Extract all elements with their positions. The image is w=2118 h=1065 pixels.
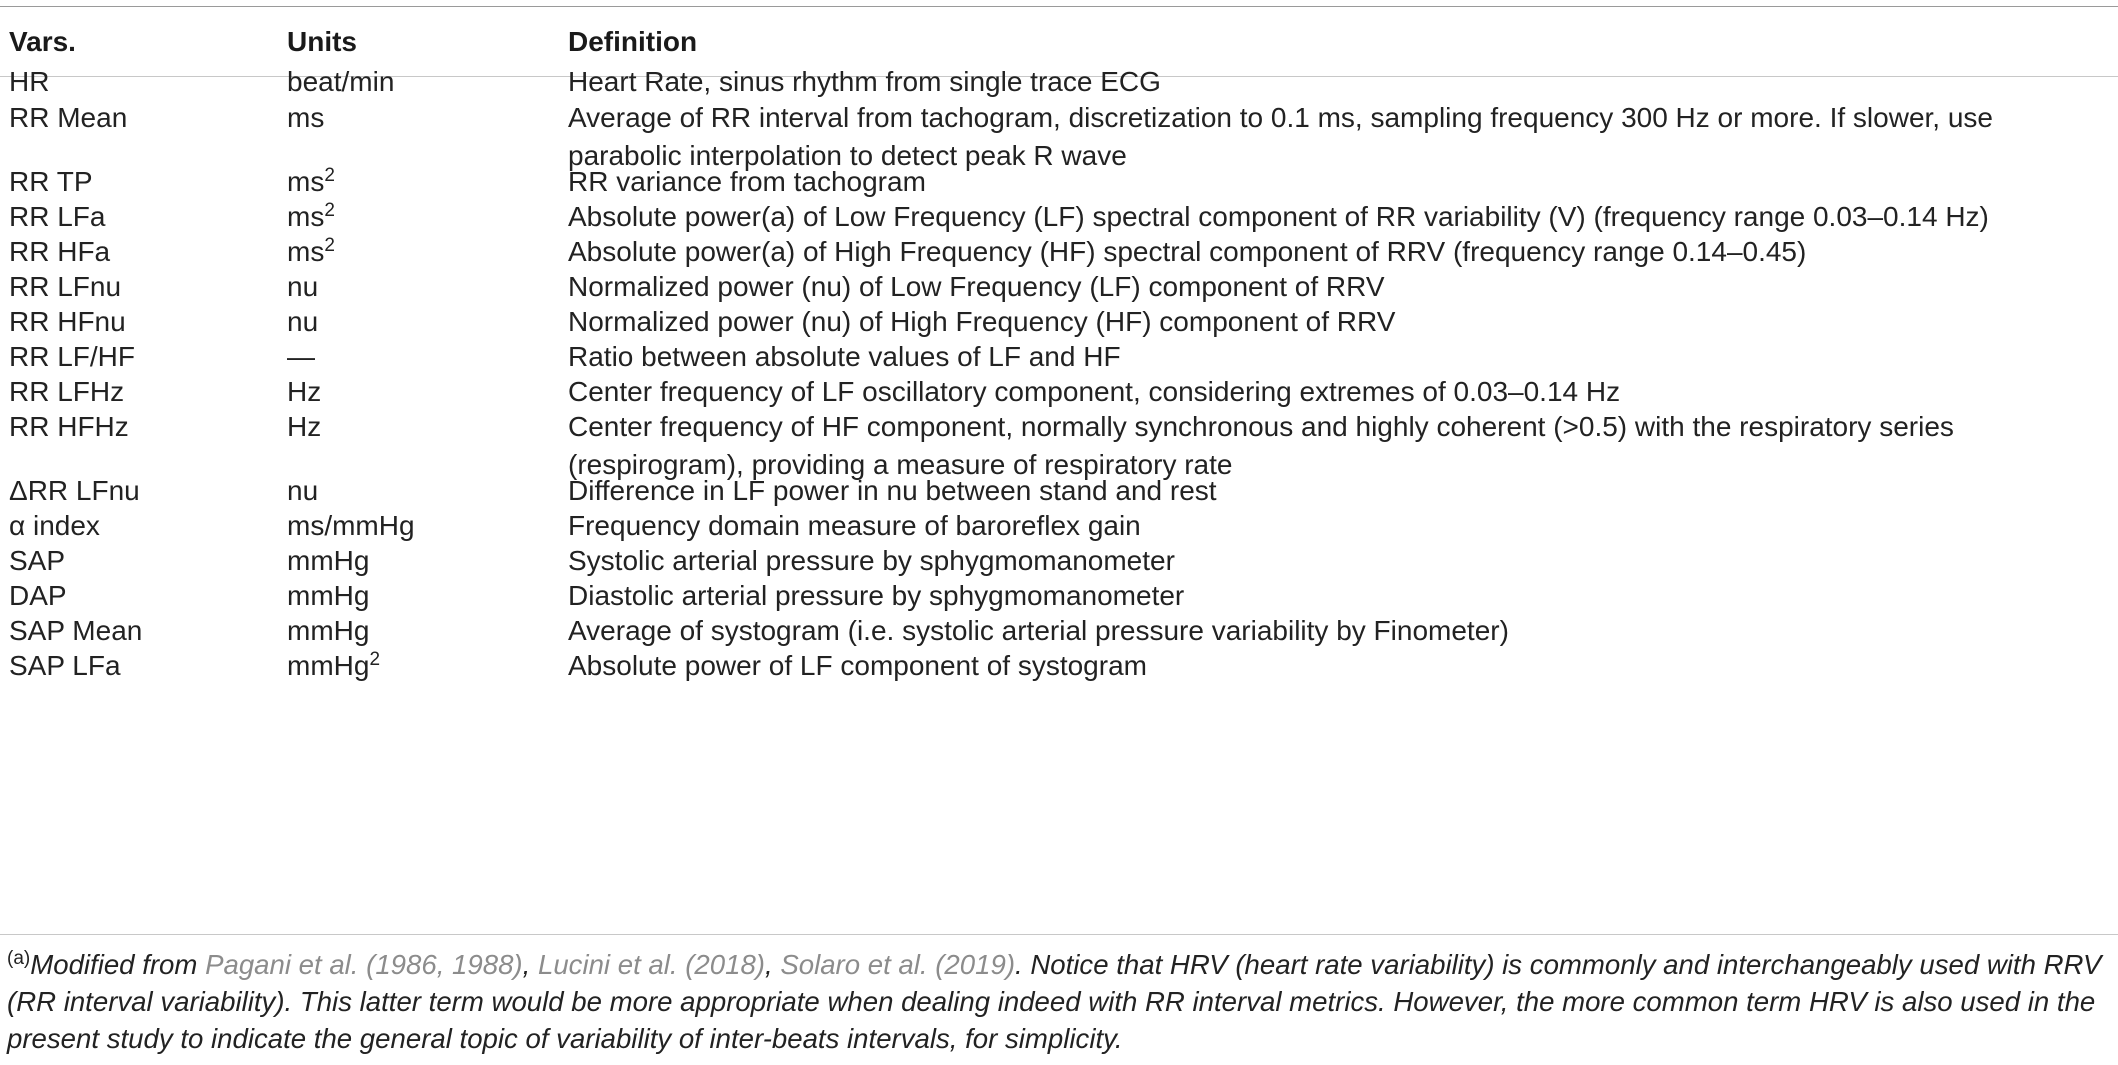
definition-cell: Center frequency of HF component, normally synchronous and highly coherent (>0.5) with the respiratory series (respirogram), providing a measure of respiratory rate	[568, 411, 1954, 480]
table-header	[0, 22, 2118, 62]
unit-text: Hz	[287, 376, 322, 407]
var-cell: RR Mean	[9, 102, 128, 133]
header-vars: Vars.	[9, 26, 76, 57]
definition-cell: Absolute power(a) of High Frequency (HF) spectral component of RRV (frequency range 0.14–0.45)	[568, 236, 1807, 267]
var-cell: HR	[9, 66, 50, 97]
unit-text: mmHg	[287, 545, 370, 576]
var-cell: RR HFHz	[9, 411, 129, 442]
unit-cell	[287, 63, 394, 101]
footnote-lead: Modified from	[30, 949, 206, 980]
unit-cell	[287, 338, 315, 376]
var-cell: RR LFHz	[9, 376, 125, 407]
var-cell: SAP Mean	[9, 615, 143, 646]
definition-cell: Center frequency of LF oscillatory component, considering extremes of 0.03–0.14 Hz	[568, 376, 1621, 407]
unit-text: mmHg	[287, 615, 370, 646]
table-top-rule	[0, 6, 2118, 7]
unit-superscript: 2	[369, 649, 381, 670]
var-cell: α index	[9, 510, 100, 541]
unit-text: ms/mmHg	[287, 510, 415, 541]
unit-text: nu	[287, 475, 319, 506]
var-cell: DAP	[9, 580, 67, 611]
var-cell: RR HFnu	[9, 306, 126, 337]
unit-cell	[287, 542, 369, 580]
unit-cell	[287, 373, 321, 411]
header-units: Units	[287, 26, 357, 57]
definition-cell: Heart Rate, sinus rhythm from single trace ECG	[568, 66, 1161, 97]
unit-cell	[287, 472, 318, 510]
unit-cell	[287, 303, 318, 341]
unit-text: nu	[287, 306, 319, 337]
definition-cell: Normalized power (nu) of Low Frequency (LF) component of RRV	[568, 271, 1385, 302]
var-cell: RR LF/HF	[9, 341, 135, 372]
header-definition: Definition	[568, 26, 698, 57]
var-cell: SAP LFa	[9, 650, 121, 681]
unit-text: ms	[287, 102, 325, 133]
table-footnote	[7, 946, 2111, 1057]
definition-cell: Difference in LF power in nu between stand and rest	[568, 475, 1217, 506]
var-cell: RR LFa	[9, 201, 106, 232]
unit-text: —	[287, 341, 315, 372]
unit-text: ms	[287, 166, 325, 197]
footnote-body: . Notice that HRV (heart rate variability) is commonly and interchangeably used with RRV (RR interval variability). This latter term would be more appropriate when dealing indeed with RR interval metrics. However, the more common term HRV is also used in the present study to indicate the general topic of variability of inter-beats intervals, for simplicity.	[7, 949, 2102, 1054]
unit-cell	[287, 233, 335, 271]
definition-cell: Frequency domain measure of baroreflex gain	[568, 510, 1141, 541]
var-cell: ΔRR LFnu	[9, 475, 140, 506]
var-cell: RR LFnu	[9, 271, 122, 302]
var-cell: SAP	[9, 545, 66, 576]
unit-text: beat/min	[287, 66, 395, 97]
unit-text: mmHg	[287, 580, 370, 611]
definition-cell: Systolic arterial pressure by sphygmomanometer	[568, 545, 1175, 576]
unit-superscript: 2	[324, 165, 335, 186]
definition-cell: Diastolic arterial pressure by sphygmomanometer	[568, 580, 1185, 611]
reference-link[interactable]: Solaro et al. (2019)	[780, 949, 1016, 980]
definition-cell: Ratio between absolute values of LF and HF	[568, 341, 1121, 372]
unit-cell	[287, 577, 369, 615]
definition-cell: RR variance from tachogram	[568, 166, 926, 197]
footnote-separator: ,	[522, 949, 538, 980]
var-cell: RR HFa	[9, 236, 111, 267]
unit-cell	[287, 163, 335, 201]
footnote-marker: (a)	[7, 948, 31, 969]
reference-link[interactable]: Pagani et al. (1986, 1988)	[205, 949, 523, 980]
unit-cell	[287, 647, 380, 685]
unit-superscript: 2	[324, 200, 335, 221]
unit-cell	[287, 198, 335, 236]
reference-link[interactable]: Lucini et al. (2018)	[537, 949, 765, 980]
unit-text: Hz	[287, 411, 322, 442]
definition-cell: Absolute power(a) of Low Frequency (LF) spectral component of RR variability (V) (frequency range 0.03–0.14 Hz)	[568, 201, 1989, 232]
var-cell: RR TP	[9, 166, 93, 197]
definition-cell: Normalized power (nu) of High Frequency (HF) component of RRV	[568, 306, 1396, 337]
footnote-separator: ,	[764, 949, 781, 980]
unit-text: nu	[287, 271, 319, 302]
table-bottom-rule	[0, 934, 2118, 935]
unit-cell	[287, 507, 415, 545]
definition-cell: Absolute power of LF component of systogram	[568, 650, 1147, 681]
unit-cell	[287, 99, 324, 137]
unit-cell	[287, 268, 318, 306]
unit-cell	[287, 408, 321, 446]
definition-cell: Average of systogram (i.e. systolic arterial pressure variability by Finometer)	[568, 615, 1509, 646]
definition-cell: Average of RR interval from tachogram, discretization to 0.1 ms, sampling frequency 300 Hz or more. If slower, use parabolic interpolation to detect peak R wave	[568, 102, 1993, 171]
unit-text: ms	[287, 201, 325, 232]
unit-text: mmHg	[287, 650, 370, 681]
unit-cell	[287, 612, 369, 650]
unit-superscript: 2	[324, 235, 335, 256]
unit-text: ms	[287, 236, 325, 267]
